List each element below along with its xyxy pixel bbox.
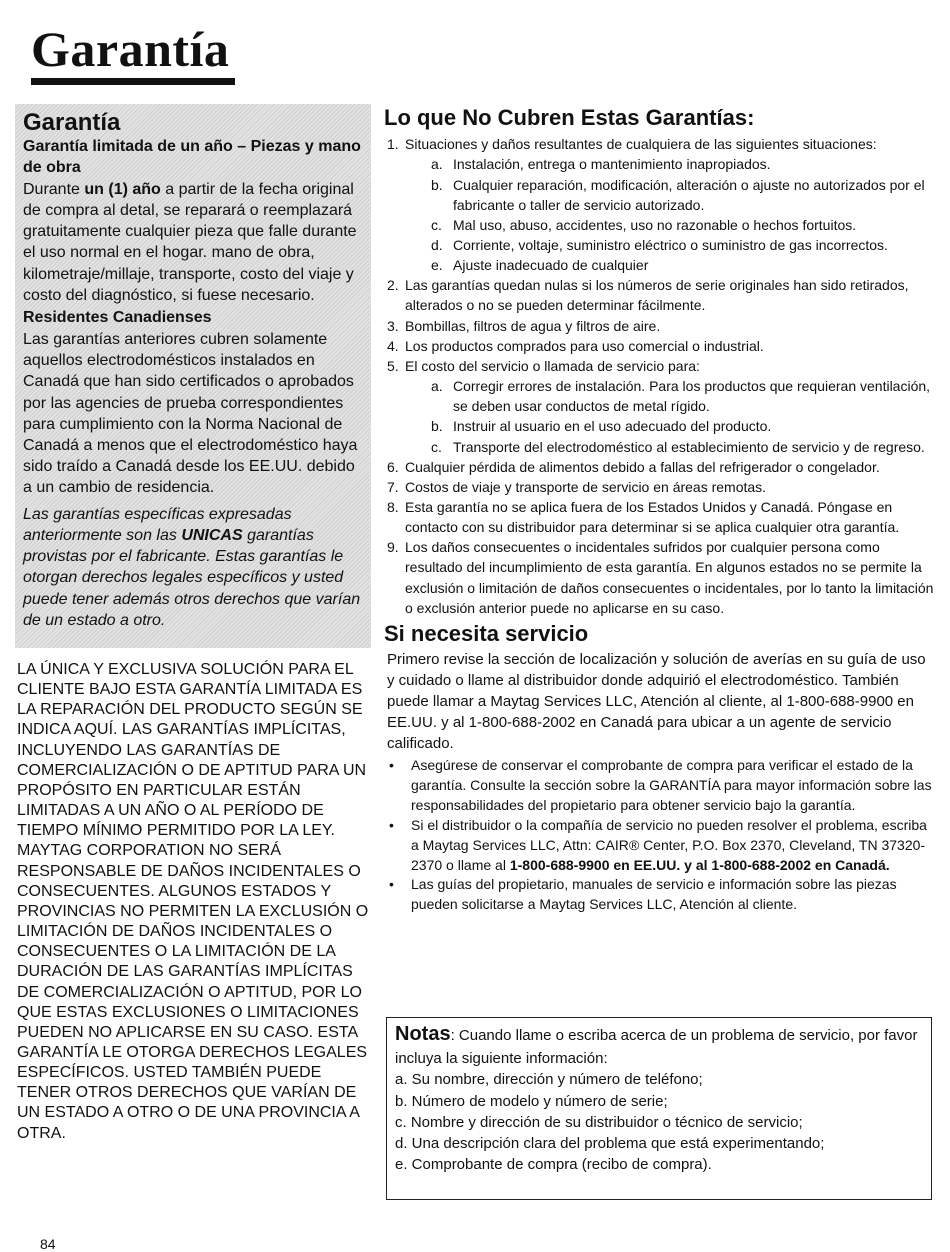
- sub-item-text: Corregir errores de instalación. Para los productos que requieran ventilación, se deben usar conductos de metal rígido.: [453, 378, 931, 415]
- sub-item-letter: d.: [431, 236, 443, 253]
- sub-list: [405, 154, 935, 275]
- service-heading: Si necesita servicio: [384, 620, 589, 646]
- list-item: [387, 356, 935, 457]
- not-covered-heading: Lo que No Cubren Estas Garantías:: [384, 105, 755, 130]
- list-item: [387, 275, 935, 315]
- service-paragraph: Primero revise la sección de localización y solución de averías en su guía de uso y cuidado o llame al distribuidor donde adquirió el electrodoméstico. También puede llamar a Maytag Services LLC, Atención al cliente, al 1-800-688-9900 en EE.UU. y al 1-800-688-2002 en Canadá para ubicar a un agente de servicio calificado.: [387, 651, 926, 753]
- sub-item-text: Transporte del electrodoméstico al establecimiento de servicio y de regreso.: [453, 438, 925, 455]
- page-title: Garantía: [31, 21, 230, 77]
- list-item: [387, 756, 935, 816]
- sub-list-item: [431, 215, 935, 235]
- sub-list-item: [431, 376, 935, 416]
- list-item-text: Los productos comprados para uso comercial o industrial.: [405, 337, 764, 354]
- list-item: [387, 875, 935, 915]
- right-column: [384, 105, 935, 915]
- list-item-text: Costos de viaje y transporte de servicio en áreas remotas.: [405, 478, 767, 495]
- list-item: [387, 537, 935, 618]
- list-item-number: 2.: [387, 277, 399, 294]
- sub-item-text: Corriente, voltaje, suministro eléctrico o suministro de gas incorrectos.: [453, 236, 888, 253]
- bullet-text: Las guías del propietario, manuales de servicio e información sobre las piezas pueden solicitarse a Maytag Services LLC, Atención al cliente.: [411, 876, 897, 913]
- sub-item-letter: b.: [431, 418, 443, 435]
- bullet-text-pre: Si el distribuidor o la compañía de servicio no pueden resolver el problema, escriba a Maytag Services LLC, Attn: CAIR® Center, P.O. Box 2370, Cleveland, TN 37320-2370 o llame al: [411, 816, 927, 873]
- sub-item-text: Mal uso, abuso, accidentes, uso no razonable o hechos fortuitos.: [453, 216, 857, 233]
- warranty-box-title: Garantía: [23, 109, 121, 136]
- notes-intro-text: : Cuando llame o escriba acerca de un problema de servicio, por favor incluya la siguiente información:: [395, 1027, 918, 1067]
- sub-list: [405, 376, 935, 457]
- sub-item-letter: e.: [431, 257, 443, 274]
- bullet-icon: •: [389, 876, 394, 893]
- list-item-text: Los daños consecuentes o incidentales sufridos por cualquier persona como resultado del incumplimiento de esta garantía. En algunos estados no se permite la exclusión o limitación de daños consecuentes o incidentales, por lo tanto la limitación o exclusión anterior puede no aplicarse en su caso.: [405, 539, 934, 616]
- canadian-residents-text: Las garantías anteriores cubren solamente aquellos electrodomésticos instalados en Canadá que han sido certificados o aprobados por las agencies de prueba correspondientes para cumplimiento con la Norma Nacional de Canadá a menos que el electrodoméstico haya sido traído a Canadá desde los EE.UU. debido a un cambio de residencia.: [23, 331, 358, 497]
- list-item-number: 4.: [387, 337, 399, 354]
- list-item-number: 1.: [387, 136, 399, 153]
- list-item-number: 8.: [387, 499, 399, 515]
- sub-item-text: Instalación, entrega o mantenimiento inapropiados.: [453, 156, 771, 173]
- list-item-number: 3.: [387, 317, 399, 334]
- sub-item-letter: a.: [431, 156, 443, 173]
- sub-list-item: [431, 437, 935, 457]
- list-item-number: 5.: [387, 357, 399, 374]
- sub-item-letter: a.: [431, 378, 443, 395]
- notes-box: [386, 1017, 932, 1200]
- list-item-number: 6.: [387, 458, 399, 475]
- not-covered-list: [387, 134, 935, 618]
- sub-item-letter: c.: [431, 438, 442, 455]
- limited-warranty-text-post: a partir de la fecha original de compra al detal, se reparará o reemplazará gratuitamente cualquier pieza que falle durante el uso normal en el hogar. mano de obra, kilometraje/millaje, transporte, costo del viaje y costo del diagnóstico, si fuese necesario.: [23, 181, 357, 304]
- list-item-number: 9.: [387, 539, 399, 556]
- canadian-residents-heading: Residentes Canadienses: [23, 308, 212, 326]
- exclusive-note-post: garantías provistas por el fabricante. Estas garantías le otorgan derechos legales específicos y usted puede tener además otros derechos que varían de un estado a otro.: [23, 527, 361, 629]
- exclusive-note-pre: Las garantías específicas expresadas anteriormente son las: [23, 506, 292, 545]
- list-item: [387, 816, 935, 876]
- sub-item-text: Instruir al usuario en el uso adecuado del producto.: [453, 418, 772, 435]
- list-item: [387, 316, 935, 336]
- list-item: [387, 336, 935, 356]
- limited-warranty-text: [23, 179, 363, 306]
- exclusive-warranty-note: [23, 504, 363, 631]
- sub-item-text: Cualquier reparación, modificación, alteración o ajuste no autorizados por el fabricante o taller de servicio autorizado.: [453, 176, 925, 213]
- notes-line: c. Nombre y dirección de su distribuidor o técnico de servicio;: [395, 1113, 803, 1131]
- sub-list-item: [431, 175, 935, 215]
- disclaimer-text: LA ÚNICA Y EXCLUSIVA SOLUCIÓN PARA EL CLIENTE BAJO ESTA GARANTÍA LIMITADA ES LA REPARACIÓN DEL PRODUCTO SEGÚN SE INDICA AQUÍ. LAS GARANTÍAS IMPLÍCITAS, INCLUYENDO LAS GARANTÍAS DE COMERCIALIZACIÓN O DE APTITUD PARA UN PROPÓSITO EN PARTICULAR ESTÁN LIMITADAS A UN AÑO O AL PERÍODO DE TIEMPO MÍNIMO PERMITIDO POR LA LEY. MAYTAG CORPORATION NO SERÁ RESPONSABLE DE DAÑOS INCIDENTALES O CONSECUENTES. ALGUNOS ESTADOS Y PROVINCIAS NO PERMITEN LA EXCLUSIÓN O LIMITACIÓN DE DAÑOS INCIDENTALES O CONSECUENTES O LA LIMITACIÓN DE LA DURACIÓN DE LAS GARANTÍAS IMPLÍCITAS DE COMERCIALIZACIÓN O APTITUD, POR LO QUE ESTAS EXCLUSIONES O LIMITACIONES PUEDEN NO APLICARSE EN SU CASO. ESTA GARANTÍA LE OTORGA DERECHOS LEGALES ESPECÍFICOS. USTED TAMBIÉN PUEDE TENER OTROS DERECHOS QUE VARÍAN DE UN ESTADO A OTRO O DE UNA PROVINCIA A OTRA.: [17, 661, 369, 1142]
- list-item: [387, 457, 935, 477]
- list-item-text: Cualquier pérdida de alimentos debido a fallas del refrigerador o congelador.: [405, 458, 880, 475]
- list-item-number: 7.: [387, 478, 399, 495]
- notes-line: d. Una descripción clara del problema que está experimentando;: [395, 1135, 825, 1153]
- exclusive-note-bold: UNICAS: [181, 527, 243, 545]
- sub-list-item: [431, 416, 935, 436]
- list-item-text: Situaciones y daños resultantes de cualquiera de las siguientes situaciones:: [405, 136, 877, 153]
- limited-warranty-text-pre: Durante: [23, 181, 85, 199]
- sub-list-item: [431, 154, 935, 174]
- notes-intro: [395, 1021, 923, 1069]
- list-item: [387, 497, 935, 537]
- bullet-icon: •: [389, 757, 394, 774]
- list-item-text: Esta garantía no se aplica fuera de los Estados Unidos y Canadá. Póngase en contacto con su distribuidor para determinar si se aplica cualquier otra garantía.: [405, 499, 900, 536]
- sub-item-letter: b.: [431, 176, 443, 193]
- notes-label: Notas: [395, 1023, 451, 1045]
- title-underline: [31, 78, 235, 85]
- sub-list-item: [431, 255, 935, 275]
- service-bullets: [387, 756, 935, 915]
- list-item: [387, 134, 935, 275]
- list-item-text: Bombillas, filtros de agua y filtros de aire.: [405, 317, 661, 334]
- sub-item-letter: c.: [431, 216, 442, 233]
- limited-warranty-heading: Garantía limitada de un año – Piezas y mano de obra: [23, 138, 361, 176]
- list-item-text: El costo del servicio o llamada de servicio para:: [405, 357, 700, 374]
- sub-item-text: Ajuste inadecuado de cualquier: [453, 257, 649, 274]
- list-item: [387, 477, 935, 497]
- page-number: 84: [40, 1236, 56, 1252]
- list-item-text: Las garantías quedan nulas si los números de serie originales han sido retirados, alterados o no se pueden determinar fácilmente.: [405, 277, 909, 314]
- notes-line: e. Comprobante de compra (recibo de compra).: [395, 1156, 712, 1174]
- notes-line: b. Número de modelo y número de serie;: [395, 1092, 668, 1110]
- bullet-text: Asegúrese de conservar el comprobante de compra para verificar el estado de la garantía. Consulte la sección sobre la GARANTÍA para mayor información sobre las responsabilidades del propietario para obtener servicio bajo la garantía.: [411, 757, 932, 813]
- bullet-icon: •: [389, 816, 394, 833]
- warranty-box: [15, 104, 371, 648]
- notes-line: a. Su nombre, dirección y número de teléfono;: [395, 1071, 703, 1089]
- sub-list-item: [431, 235, 935, 255]
- limited-warranty-duration: un (1) año: [84, 181, 161, 199]
- bullet-phone-numbers: 1-800-688-9900 en EE.UU. y al 1-800-688-2002 en Canadá.: [509, 856, 890, 873]
